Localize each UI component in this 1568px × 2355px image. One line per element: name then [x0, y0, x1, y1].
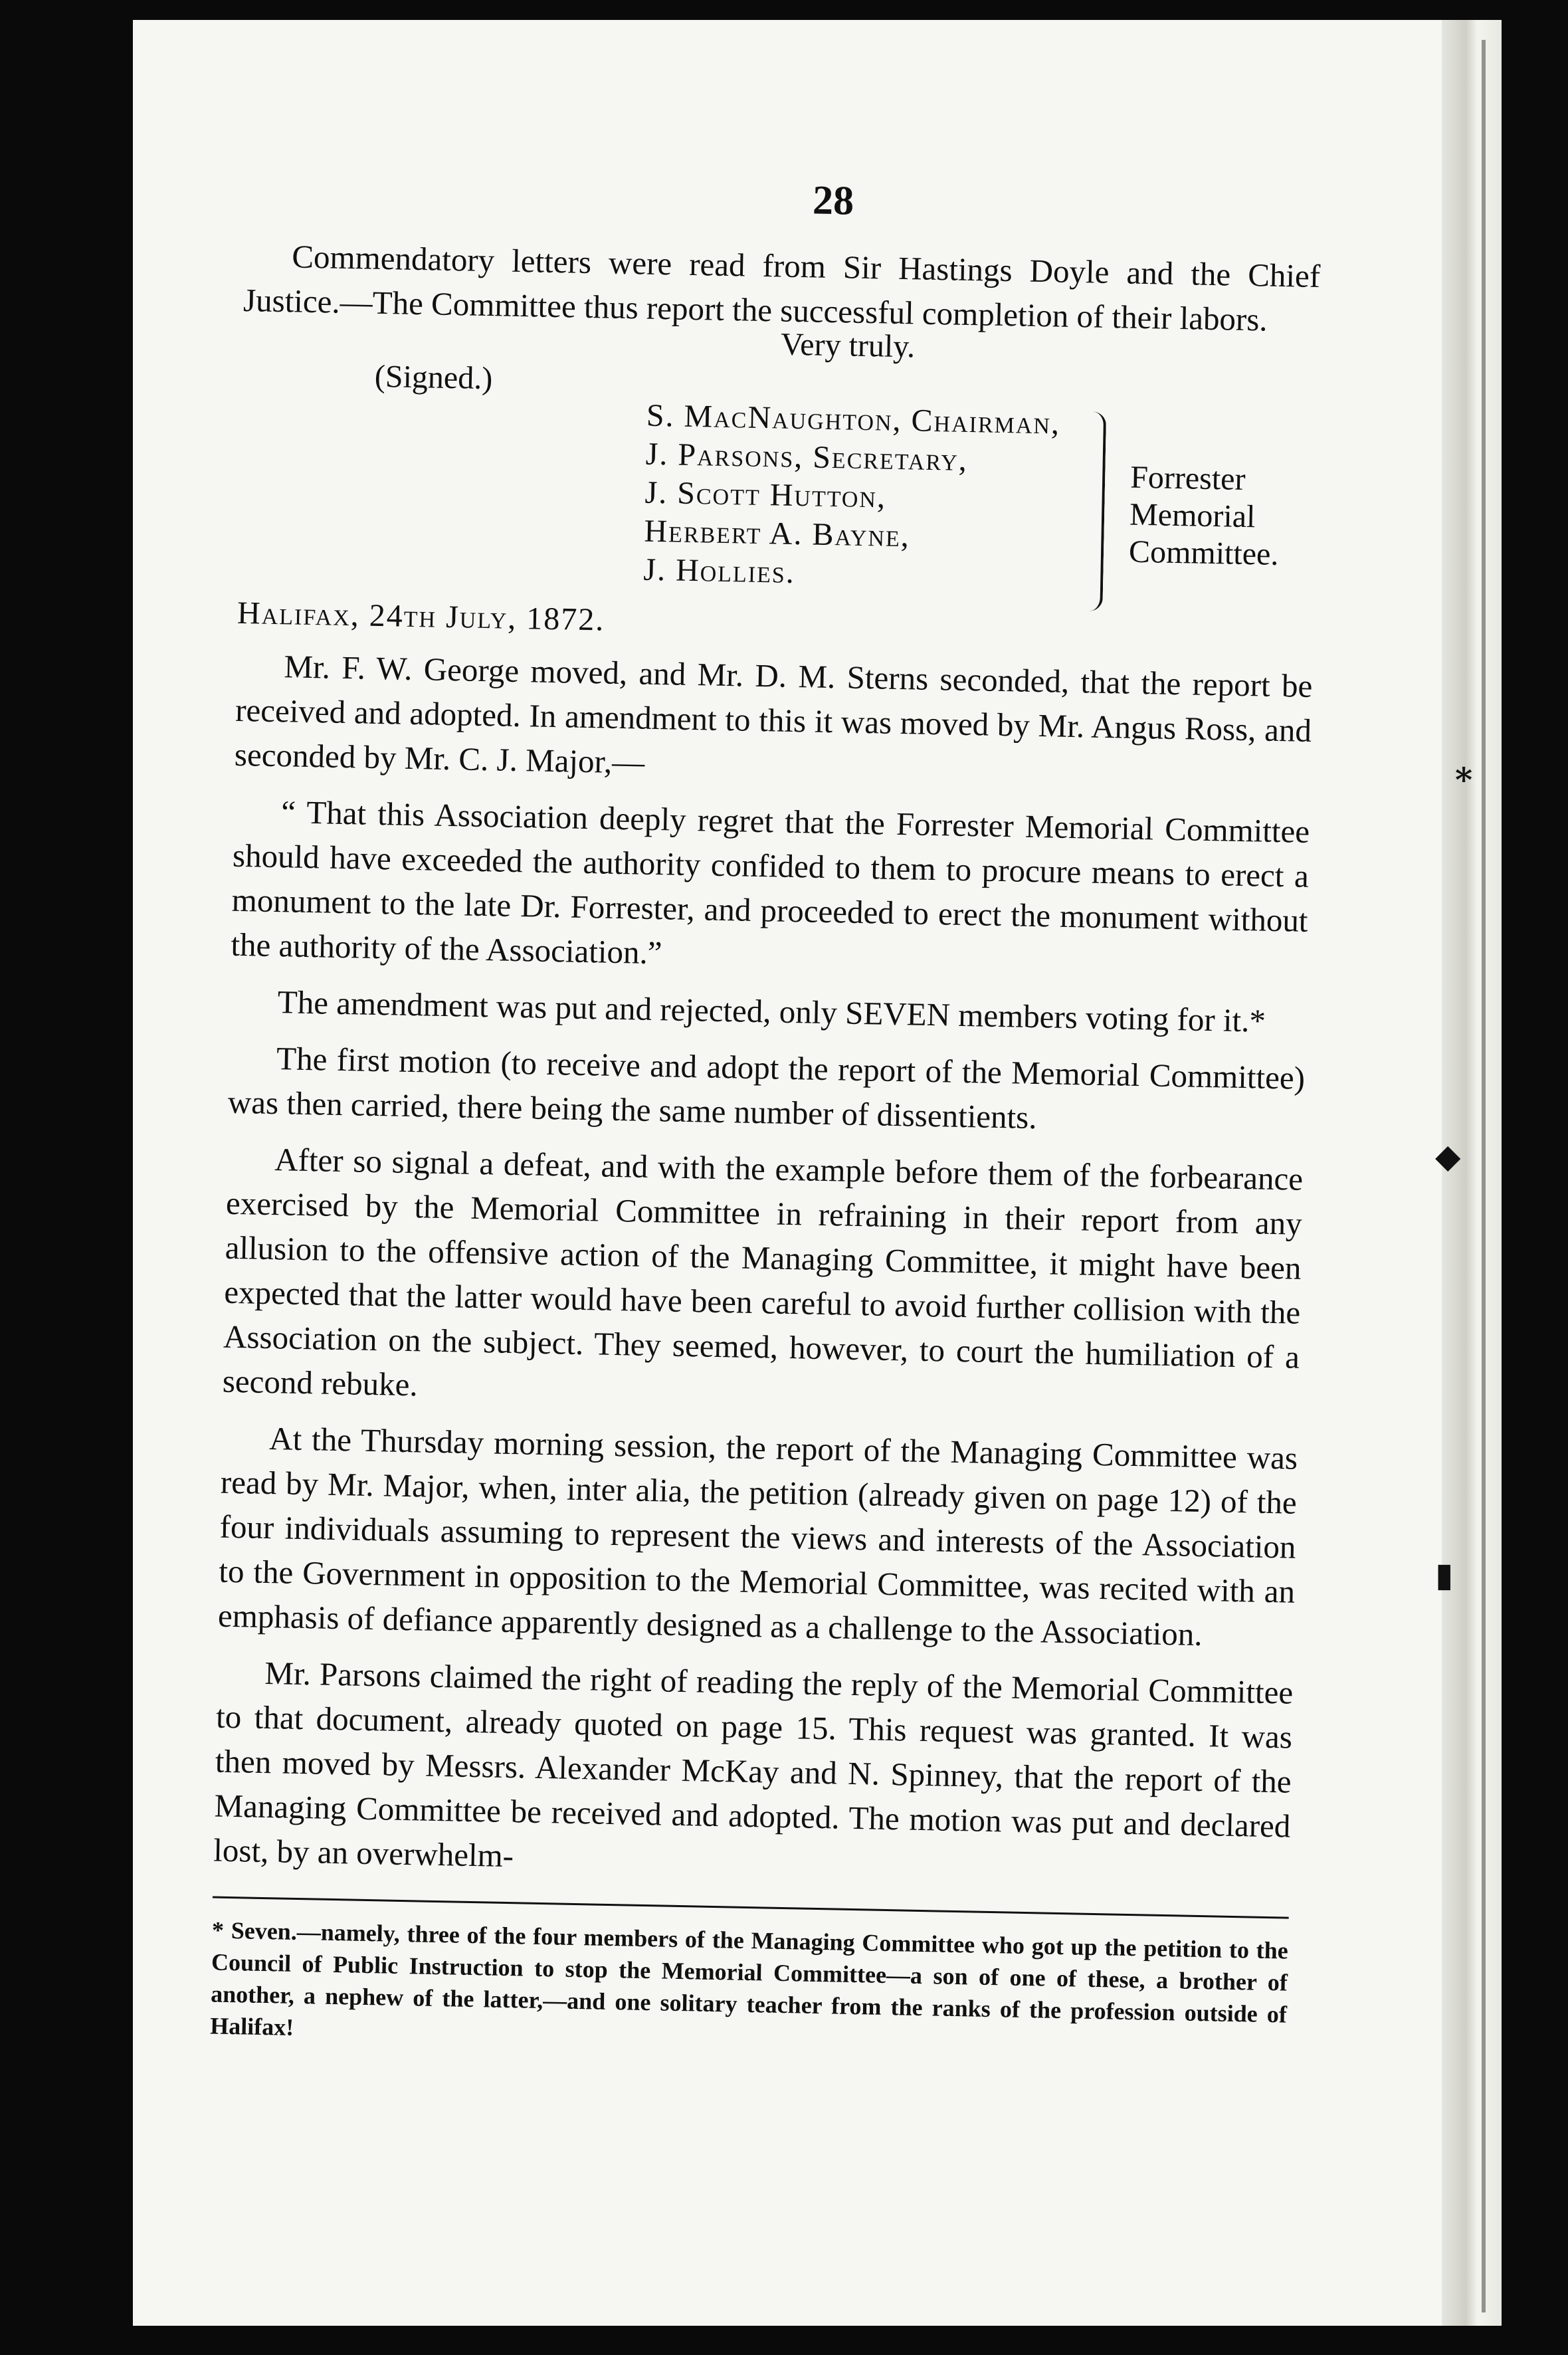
signatory-name: J. Parsons, Secretary, [645, 436, 969, 478]
signatory-name: J. Hollies. [642, 552, 796, 590]
footnote: * Seven.—namely, three of the four members of the Managing Committee who got up the petition to the Council of Public Instruction to stop the Memorial Committee—a son of one of these, a brother of another, a nephew of the latter,—and one solitary teacher from the ranks of the profession outside of Halifax! [209, 1916, 1289, 2041]
opening-paragraph: Commendatory letters were read from Sir Hastings Doyle and the Chief Justice.—The Committee thus report the successful completion of their labors. [243, 238, 1321, 338]
binding-mark: ⁎ [1455, 752, 1473, 789]
body-paragraph: The amendment was put and rejected, only SEVEN members voting for it.* [277, 983, 1266, 1039]
quoted-amendment: “ That this Association deeply regret that the Forrester Memorial Committee should have exceeded the authority confided to them to procure means to erect a monument to the late Dr. Forrester, and proceeded to erect the monument without the authority of the Association.” [230, 793, 1310, 972]
body-paragraph: After so signal a defeat, and with the example before them of the forbearance exercised by the Memorial Committee in refraining in their report from any allusion to the offensive action of the Managing Committee, it might have been expected that the latter would have been careful to avoid further collision with the Association on the subject. They seemed, however, to court the humiliation of a second rebuke. [222, 1141, 1304, 1403]
body-paragraph: The first motion (to receive and adopt the report of the Memorial Committee) was then carried, there being the same number of dissentients. [227, 1040, 1306, 1136]
page-content [210, 166, 1322, 2063]
binding-mark: ◆ [1435, 1138, 1461, 1175]
page-crease [1482, 40, 1486, 2312]
signatory-name: Herbert A. Bayne, [644, 513, 911, 554]
signatory-name: S. MacNaughton, Chairman, [646, 397, 1061, 441]
closing-very-truly: Very truly. [780, 326, 916, 365]
signatory-names [643, 397, 1061, 597]
committee-label-line: Forrester [1129, 459, 1246, 497]
binding-mark: ▮ [1435, 1556, 1454, 1593]
page-number: 28 [812, 177, 854, 224]
body-paragraph: At the Thursday morning session, the report of the Managing Committee was read by Mr. Major, when, inter alia, the petition (already given on page 12) of the four individuals assuming to represent the views and interests of the Association to the Government in opposition to the Memorial Committee, was recited with an emphasis of defiance apparently designed as a challenge to the Association. [217, 1420, 1298, 1653]
body-paragraph: Mr. F. W. George moved, and Mr. D. M. Sterns seconded, that the report be received and adopted. In amendment to this it was moved by Mr. Angus Ross, and seconded by Mr. C. J. Major,— [234, 648, 1313, 781]
signature-block [239, 322, 1319, 590]
signatory-name: J. Scott Hutton, [644, 474, 887, 515]
committee-label-line: Committee. [1128, 534, 1279, 572]
footnote-rule [213, 1896, 1289, 1919]
committee-brace [1088, 412, 1106, 611]
place-date: Halifax, 24th July, 1872. [237, 595, 605, 638]
signed-label: (Signed.) [374, 358, 493, 397]
body-paragraph: Mr. Parsons claimed the right of reading the reply of the Memorial Committee to that document, already quoted on page 15. This request was granted. It was then moved by Messrs. Alexander McKay and N. Spinney, that the report of the Managing Committee be received and adopted. The motion was put and declared lost, by an overwhelm- [213, 1654, 1294, 1875]
committee-label-line: Memorial [1129, 496, 1256, 535]
committee-label [1129, 459, 1280, 573]
